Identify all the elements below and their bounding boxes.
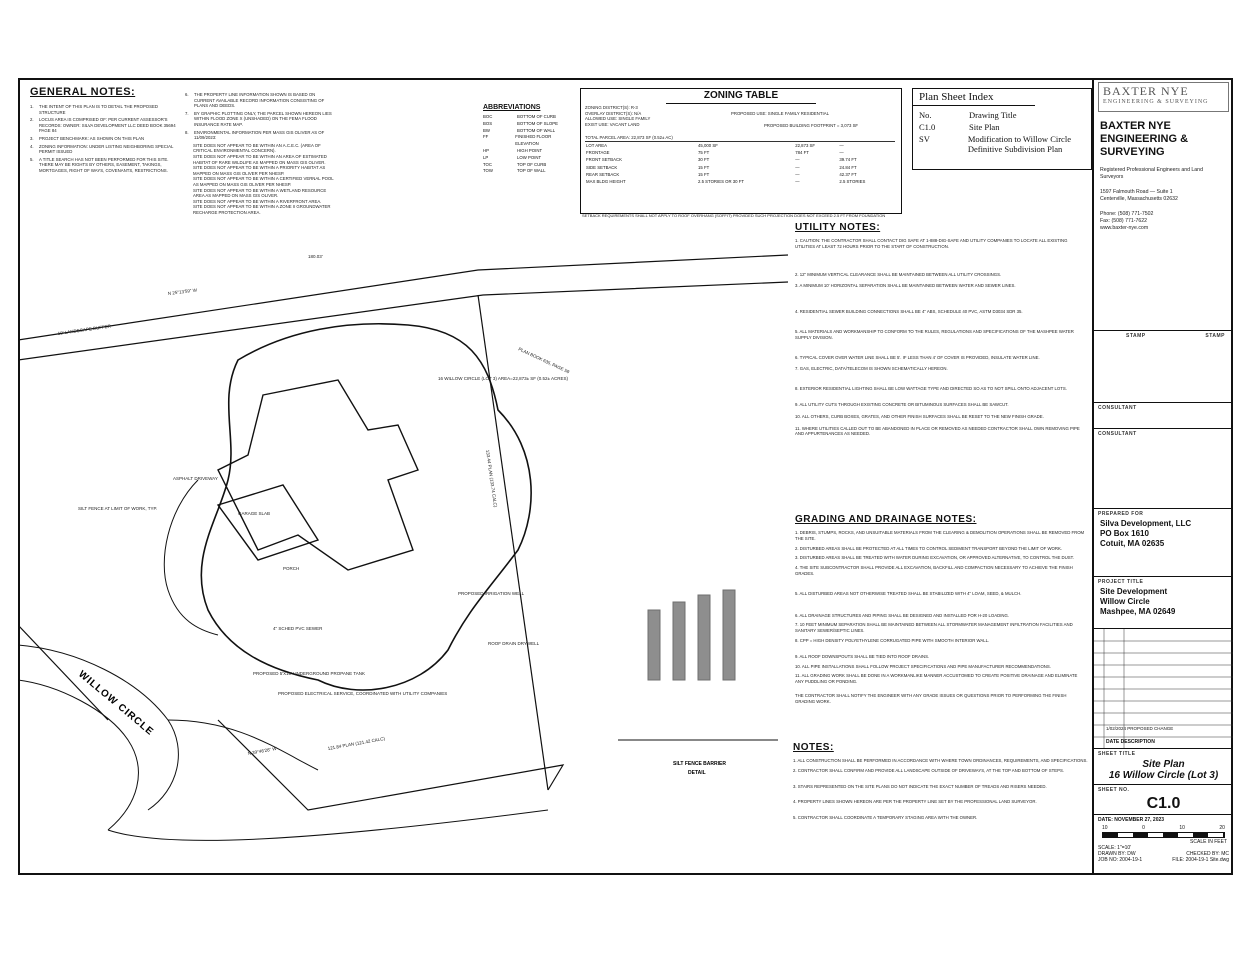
- electric-service-label: PROPOSED ELECTRICAL SERVICE, COORDINATED WITH UTILITY COMPANIES: [278, 691, 448, 696]
- propane-tank-label: PROPOSED 5'X10' UNDERGROUND PROPANE TANK: [253, 671, 365, 676]
- drawn-by: DRAWN BY: DW: [1098, 851, 1136, 857]
- general-note: 1. THE INTENT OF THIS PLAN IS TO DETAIL THE PROPOSED STRUCTURE: [30, 104, 158, 115]
- sewer-label: 4" SCHED PVC SEWER: [273, 626, 323, 631]
- table-row: LOT AREA 45,000 SF 22,873 SF —: [585, 142, 895, 150]
- revision-row: 1/02/2024 PROPOSED CHANGE: [1106, 726, 1174, 731]
- general-note: 5. A TITLE SEARCH HAS NOT BEEN PERFORMED FOR THIS SITE. THERE MAY BE RIGHTS BY OTHERS, EASEMENT, TAKINGS, MORTGAGES, RIGHT OF WAYS, COVENANTS, RESTRICTIONS.: [30, 156, 169, 173]
- roof-drain-label: ROOF DRAIN DRYWELL: [488, 641, 540, 646]
- utility-notes-heading: UTILITY NOTES:: [795, 222, 881, 233]
- lot-label: 16 WILLOW CIRCLE (LOT 3) AREA=22,873± SF (0.52± ACRES): [438, 376, 569, 381]
- sheet-title-box: SHEET TITLE Site Plan 16 Willow Circle (Lot 3): [1094, 748, 1233, 785]
- sheet-title-line-2: 16 Willow Circle (Lot 3): [1108, 770, 1219, 781]
- plan-distance-side: 133.44 PLAN (133.74 CALC): [485, 449, 499, 508]
- porch-label: PORCH: [283, 566, 300, 571]
- job-number: JOB NO: 2004-19-1: [1098, 857, 1143, 863]
- file-name: FILE: 2004-19-1 Site.dwg: [1172, 857, 1229, 863]
- firm-tagline: Registered Professional Engineers and Land Surveyors: [1100, 167, 1203, 180]
- distance-top-label: 180.03': [308, 254, 323, 259]
- firm-logo: BAXTER NYE ENGINEERING & SURVEYING: [1098, 82, 1229, 112]
- grading-notes: 1. DEBRIS, STUMPS, ROCKS, AND UNSUITABLE MATERIALS FROM THE CLEARING & DEMOLITION OPERATIONS SHALL BE REMOVED FROM THE SITE. 2. DISTURBED AREAS SHALL BE PROTECTED AT ALL TIMES TO CONTROL SEDIMENT TRANSPORT BEYOND THE LIMIT OF WORK. 3. DISTURBED AREAS SHALL BE TREATED WITH WATER DURING EXCAVATION, OR APPROVED ALTERNATIVE, TO CONTROL THE DUST. 4. THE SITE SUBCONTRACTOR SHALL PROVIDE ALL EXCAVATION, BACKFILL AND COMPACTION NECESSARY TO ACHIEVE THE FINISH GRADES. 5. ALL DISTURBED AREAS NOT OTHERWISE TREATED SHALL BE STABILIZED WITH 4" LOAM, SEED, & MULCH. 6. ALL DRAINAGE STRUCTURES AND PIPING SHALL BE DESIGNED AND INSTALLED FOR H-20 LOADING. 7. 10 FEET MINIMUM SEPARATION SHALL BE MAINTAINED BETWEEN ALL STORMWATER MANAGEMENT INFILTRATION FACILITIES AND SANITARY SEWER/SEPTIC LINES. 8. CPP = HIGH DENSITY POLYETHYLENE CORRUGATED PIPE WITH SMOOTH INTERIOR WALL. 9. ALL ROOF DOWNSPOUTS SHALL BE TIED INTO ROOF DRAINS. 10. ALL PIPE INSTALLATIONS SHALL FOLLOW PROJECT SPECIFICATIONS AND PIPE MANUFACTURER RECOMMENDATIONS. 11. ALL GRADING WORK SHALL BE DONE IN A WORKMANLIKE MANNER ACCUSTOMED TO CREATE POSITIVE DRAINAGE AND ELIMINATE ANY PUDDLING OR PONDING. THE CONTRACTOR SHALL NOTIFY THE ENGINEER WITH ANY GRADE ISSUES OR QUESTIONS PRIOR TO PERFORMING THE FINISH GRADING WORK.: [795, 530, 1085, 704]
- notes: 1. ALL CONSTRUCTION SHALL BE PERFORMED IN ACCORDANCE WITH WHERE TOWN ORDINANCES, REQUIREMENTS, AND SPECIFICATIONS. 2. CONTRACTOR SHALL CONFIRM AND PROVIDE ALL LANDSCAPE OUTSIDE OF DRIVEWAYS, AT THE TOP AND BOTTOM OF STEPS. 3. STAIRS REPRESENTED ON THE SITE PLANS DO NOT INDICATE THE EXACT NUMBER OF TREADS AND RISERS NEEDED. 4. PROPERTY LINES SHOWN HEREON ARE PER THE PROPERTY LINE SET BY THE PROFESSIONAL LAND SURVEYOR. 5. CONTRACTOR SHALL COORDINATE A TEMPORARY STAGING AREA WITH THE OWNER.: [793, 758, 1088, 821]
- zoning-table-title: ZONING TABLE: [666, 89, 816, 104]
- plan-index-title: Plan Sheet Index: [913, 89, 1035, 106]
- detail-label: DETAIL: [688, 770, 706, 776]
- irrigation-label: PROPOSED IRRIGATION WELL: [458, 591, 525, 596]
- scale-numbers: 10 0 10 20: [1102, 825, 1225, 831]
- sheet-meta-box: [1094, 814, 1233, 876]
- firm-name: BAXTER NYE ENGINEERING & SURVEYING: [1100, 120, 1189, 158]
- table-row: FRONT SETBACK 30 FT — 39.74 FT: [586, 157, 857, 163]
- driveway-label: ASPHALT DRIVEWAY: [173, 476, 218, 481]
- revision-box: [1094, 628, 1233, 749]
- bearing-top-label: N 25°13'59" W: [167, 287, 198, 296]
- general-note: 4. ZONING INFORMATION: UNDER LISTING NEIGHBORING SPECIAL PERMIT ISSUED: [30, 143, 174, 155]
- scale-text: SCALE: 1"=10': [1098, 845, 1132, 851]
- zoning-footnote: SETBACK REQUIREMENTS SHALL NOT APPLY TO ROOF OVERHANG (SOFFIT) PROVIDED SUCH PROJECTION DOES NOT EXCEED 2.5 FT FROM FOUNDATION: [582, 213, 886, 218]
- revision-grid: [1094, 629, 1233, 749]
- zoning-table: ZONING TABLE ZONING DISTRICT(S): R-3 OVERLAY DISTRICT(S): N/A ALLOWED USE: SINGLE FAMILY EXIST USE: VACANT LAND PROPOSED USE: SINGLE FAMILY RESIDENTIAL PROPOSED BUILDING FOOTPRINT = 3,073 SF TOTAL PARCEL AREA: 22,873 SF (0.52± AC) LOT AREA 45,000 SF 22,873 SF — FRONTAGE 75 FT 784 FT — FRONT SETBACK 30 FT — 39.74 FT SIDE SETBACK 15 FT — 24.84 FT REAR SETBACK 15 FT — 42.37 FT MAX BLDG HEIGHT 2.5 STORIES OR 30 FT — 2.5 STORIES: [580, 88, 902, 214]
- silt-fence-label: SILT FENCE AT LIMIT OF WORK, TYP.: [78, 506, 158, 511]
- firm-contact: Phone: (508) 771-7502 Fax: (508) 771-7622 www.baxter-nye.com: [1100, 211, 1154, 231]
- plan-distance-bottom: 121.84 PLAN (121.42 CALC): [327, 735, 386, 751]
- checked-by: CHECKED BY: MC: [1186, 851, 1229, 857]
- grading-notes-heading: GRADING AND DRAINAGE NOTES:: [795, 514, 977, 525]
- landscape-buffer-label: 10' LANDSCAPE BUFFER: [57, 323, 112, 336]
- scale-in-feet: SCALE IN FEET: [1190, 839, 1227, 845]
- plan-sheet-index: Plan Sheet Index No. Drawing Title C1.0 Site Plan SV Modification to Willow Circle Definitive Subdivision Plan: [912, 88, 1092, 170]
- table-row: SIDE SETBACK 15 FT — 24.84 FT: [586, 164, 857, 170]
- sheet-number-box: SHEET NO. C1.0: [1094, 784, 1233, 815]
- stamp-box: STAMP STAMP: [1094, 330, 1233, 403]
- house-footprint: [218, 380, 418, 570]
- prepared-for-box: PREPARED FOR Silva Development, LLC PO Box 1610 Cotuit, MA 02635: [1094, 508, 1233, 577]
- garage-label: GARAGE SLAB: [238, 511, 271, 516]
- abbreviations: ABBREVIATIONS BOC BOTTOM OF CURB BOS BOTTOM OF SLOPE BW BOTTOM OF WALL FF FINISHED FLOOR ELEVATION HP HIGH POINT LP LOW POINT TOC TOP OF CURB TOW TOP OF WALL: [483, 104, 558, 174]
- utility-notes: 1. CAUTION: THE CONTRACTOR SHALL CONTACT DIG SAFE AT 1-888-DIG-SAFE AND UTILITY COMPANIES TO LOCATE ALL EXISTING UTILITIES AT LEAST 72 HOURS PRIOR TO THE START OF CONSTRUCTION. 2. 12" MINIMUM VERTICAL CLEARANCE SHALL BE MAINTAINED BETWEEN ALL UTILITY CROSSINGS. 3. A MINIMUM 10' HORIZONTAL SEPARATION SHALL BE MAINTAINED BETWEEN WATER AND SEWER LINES. 4. RESIDENTIAL SEWER BUILDING CONNECTIONS SHALL BE 4" ABS, SCHEDULE 40 PVC, ASTM D3034 SDR 35. 5. ALL MATERIALS AND WORKMANSHIP TO CONFORM TO THE RULES, REGULATIONS AND SPECIFICATIONS OF THE MASHPEE WATER SUPPLY DIVISION. 6. TYPICAL COVER OVER WATER LINE SHALL BE 5'. IF LESS THAN 4' OF COVER IS PROVIDED, INSULATE WATER LINE. 7. GAS, ELECTRIC, DATA/TELECOM IS SHOWN SCHEMATICALLY HEREON. 8. EXTERIOR RESIDENTIAL LIGHTING SHALL BE LOW WATTAGE TYPE AND DIRECTED SO AS TO NOT SPILL ONTO ADJACENT LOTS. 9. ALL UTILITY CUTS THROUGH EXISTING CONCRETE OR BITUMINOUS SURFACES SHALL BE SAWCUT. 10. ALL OTHERS, CURB BOXES, GRATES, AND OTHER FINISH SURFACES SHALL BE RESET TO THE NEW FINISH GRADE. 11. WHERE UTILITIES CALLED OUT TO BE ABANDONED IN PLACE OR REMOVED AS NEEDED CONTRACTOR SHALL OWN REMOVING PIPE AND APPURTENANCES AS NEEDED.: [795, 238, 1080, 437]
- property-notes: 6. THE PROPERTY LINE INFORMATION SHOWN IS BASED ON CURRENT AVAILABLE RECORD INFORMATION CONSISTING OF PLANS AND DEEDS. 7. BY GRAPHIC PLOTTING ONLY, THE PARCEL SHOWN HEREON LIES WITHIN FLOOD ZONE X (UNSHADED) ON THE FEMA FLOOD INSURANCE RATE MAP. 8. ENVIRONMENTAL INFORMATION PER MASS GIS OLIVER AS OF 11/09/2023: SITE DOES NOT APPEAR TO BE WITHIN AN A.C.E.C. (AREA OF CRITICAL ENVIRONMENTAL CONCERN). SITE DOES NOT APPEAR TO BE WITHIN AN AREA OF ESTIMATED HABITAT OF RARE WILDLIFE AS MAPPED ON MASS GIS OLIVER. SITE DOES NOT APPEAR TO BE WITHIN A PRIORITY HABITAT AS MAPPED ON MASS GIS OLIVER PER NHESP. SITE DOES NOT APPEAR TO BE WITHIN A CERTIFIED VERNAL POOL AS MAPPED ON MASS GIS OLIVER PER NHESP. SITE DOES NOT APPEAR TO BE WITHIN A WETLAND RESOURCE AREA AS MAPPED ON MASS GIS OLIVER. SITE DOES NOT APPEAR TO BE WITHIN A RIVERFRONT AREA. SITE DOES NOT APPEAR TO BE WITHIN A ZONE II GROUNDWATER RECHARGE PROTECTION AREA.: [185, 92, 334, 215]
- consultant-box-2: CONSULTANT: [1094, 428, 1233, 509]
- plan-index-row: SV Modification to Willow Circle Definitive Subdivision Plan: [919, 134, 1071, 154]
- sheet-number: C1.0: [1146, 795, 1181, 812]
- firm-address: 1597 Falmouth Road — Suite 1 Centerville, Massachusetts 02632: [1100, 189, 1178, 202]
- title-block: [1092, 78, 1233, 875]
- bearing-bottom-label: N 39°46'26" W: [247, 745, 278, 756]
- general-notes-heading: GENERAL NOTES:: [30, 86, 136, 98]
- revision-header: DATE DESCRIPTION: [1106, 739, 1155, 745]
- general-notes: [30, 86, 180, 176]
- table-row: FRONTAGE 75 FT 784 FT —: [586, 150, 844, 156]
- consultant-box: CONSULTANT: [1094, 402, 1233, 429]
- plan-index-row: C1.0 Site Plan: [919, 122, 1000, 132]
- table-row: REAR SETBACK 15 FT — 42.37 FT: [586, 171, 857, 177]
- notes-heading: NOTES:: [793, 742, 834, 753]
- property-lines: [18, 255, 788, 810]
- scale-bar: [1102, 832, 1225, 838]
- zoning-rows: [585, 141, 895, 185]
- plan-reference-label: PLAN BOOK 635, PAGE 59: [517, 346, 571, 375]
- project-title-box: PROJECT TITLE Site Development Willow Circle Mashpee, MA 02649: [1094, 576, 1233, 629]
- table-row: MAX BLDG HEIGHT 2.5 STORIES OR 30 FT — 2.5 STORIES: [586, 179, 866, 185]
- willow-circle-label: WILLOW CIRCLE: [76, 668, 156, 739]
- general-note: 2. LOCUS AREA IS COMPRISED OF: PER CURRENT ASSESSOR'S RECORDS: OWNER: SILVA DEVELOPMENT LLC DEED BOOK 35694 PAGE 84: [30, 117, 176, 134]
- sheet-title-line-1: Site Plan: [1142, 759, 1185, 770]
- general-note: 3. PROJECT BENCHMARK: AS SHOWN ON THIS PLAN: [30, 135, 145, 141]
- site-plan-drawing: [18, 250, 788, 875]
- silt-fence-detail-label: SILT FENCE BARRIER: [673, 761, 726, 767]
- silt-fence-detail: [618, 590, 778, 740]
- asphalt-driveway: [164, 480, 218, 635]
- sheet-date: DATE: NOVEMBER 27, 2023: [1098, 817, 1165, 823]
